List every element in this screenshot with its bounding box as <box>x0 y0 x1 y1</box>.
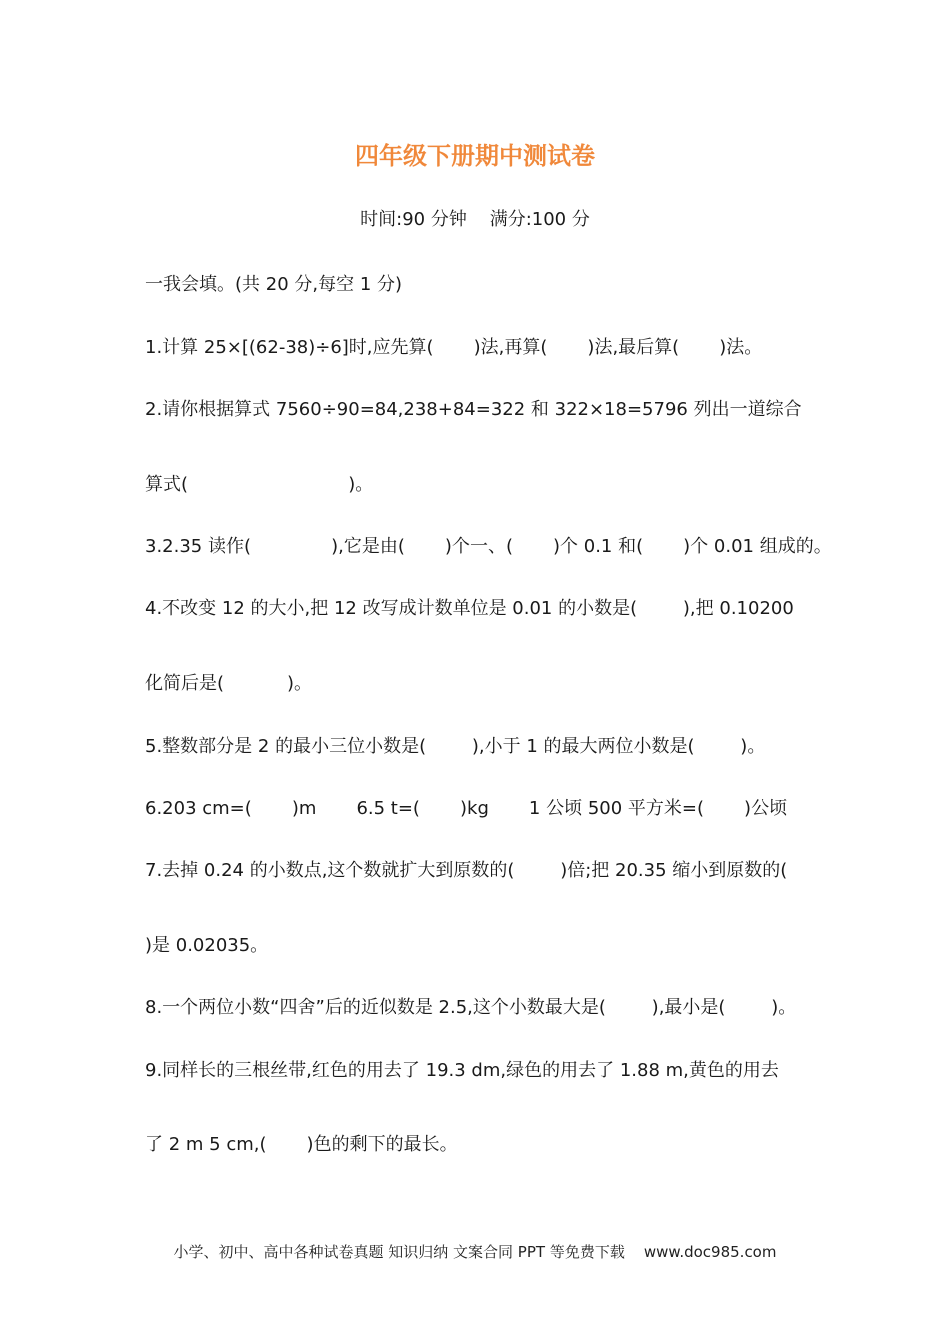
section-heading: 一我会填。(共 20 分,每空 1 分) <box>145 274 403 295</box>
question-4-continued: 化简后是( )。 <box>145 673 312 694</box>
page-title: 四年级下册期中测试卷 <box>355 142 595 170</box>
question-2-continued: 算式( )。 <box>145 474 374 495</box>
question-2: 2.请你根据算式 7560÷90=84,238+84=322 和 322×18=5796 列出一道综合 <box>145 399 802 420</box>
question-9: 9.同样长的三根丝带,红色的用去了 19.3 dm,绿色的用去了 1.88 m,黄色的用去 <box>145 1060 779 1081</box>
question-3: 3.2.35 读作( ),它是由( )个一、( )个 0.1 和( )个 0.01 组成的。 <box>145 536 832 557</box>
question-6: 6.203 cm=( )m 6.5 t=( )kg 1 公顷 500 平方米=( )公顷 <box>145 798 788 819</box>
exam-info: 时间:90 分钟 满分:100 分 <box>360 209 590 230</box>
question-5: 5.整数部分是 2 的最小三位小数是( ),小于 1 的最大两位小数是( )。 <box>145 736 766 757</box>
question-7-continued: )是 0.02035。 <box>145 935 269 956</box>
question-9-continued: 了 2 m 5 cm,( )色的剩下的最长。 <box>145 1134 458 1155</box>
question-8: 8.一个两位小数“四舍”后的近似数是 2.5,这个小数最大是( ),最小是( )。 <box>145 997 797 1018</box>
footer-text: 小学、初中、高中各种试卷真题 知识归纳 文案合同 PPT 等免费下载 www.doc985.com <box>173 1243 777 1261</box>
question-4: 4.不改变 12 的大小,把 12 改写成计数单位是 0.01 的小数是( ),把 0.10200 <box>145 598 794 619</box>
question-7: 7.去掉 0.24 的小数点,这个数就扩大到原数的( )倍;把 20.35 缩小到原数的( <box>145 860 788 881</box>
question-1: 1.计算 25×[(62-38)÷6]时,应先算( )法,再算( )法,最后算( )法。 <box>145 337 763 358</box>
